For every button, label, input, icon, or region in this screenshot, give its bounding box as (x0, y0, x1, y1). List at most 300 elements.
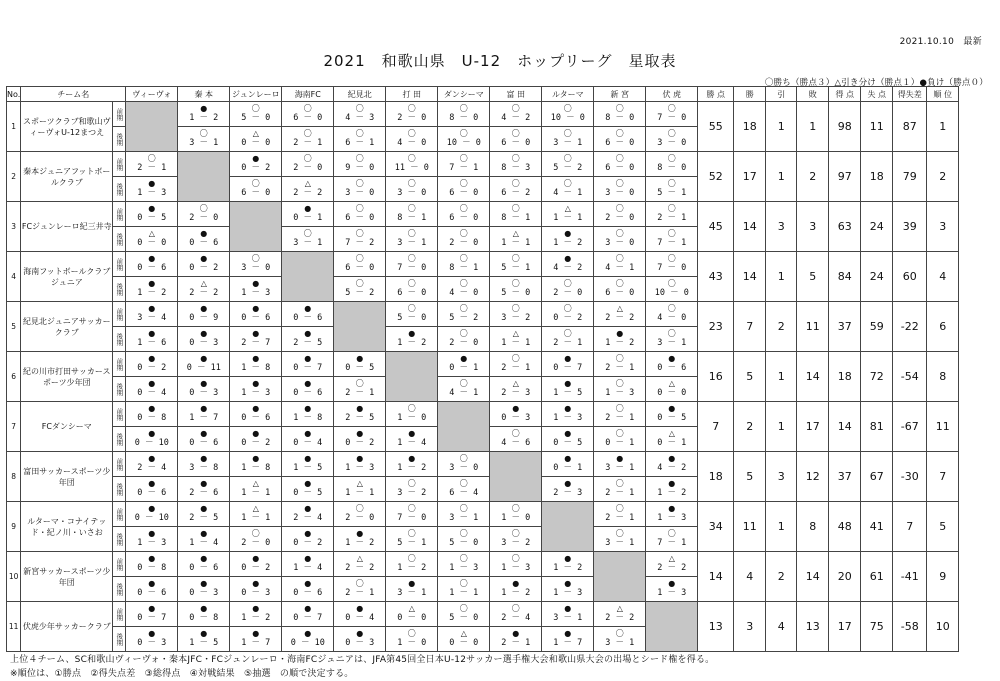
result-score: 1 － 4 (397, 438, 427, 448)
result-symbol: 〇 (355, 154, 364, 163)
result-cell (282, 127, 334, 152)
result-symbol: 〇 (251, 104, 260, 113)
result-cell (334, 102, 386, 127)
half-label-text: 前期 (115, 607, 124, 621)
result-cell (438, 277, 490, 302)
result-cell (334, 277, 386, 302)
team-number: 6 (7, 352, 21, 402)
team-number: 4 (7, 252, 21, 302)
result-symbol: 〇 (615, 104, 624, 113)
result-symbol: ● (200, 329, 208, 338)
result-score: 2 － 5 (189, 513, 219, 523)
team-stat: 39 (893, 202, 927, 252)
team-stat: -58 (893, 602, 927, 652)
team-stat: 48 (829, 502, 861, 552)
result-score: 2 － 1 (293, 138, 323, 148)
result-cell (594, 277, 646, 302)
team-stat: 17 (829, 602, 861, 652)
result-cell (282, 527, 334, 552)
result-symbol: 〇 (563, 304, 572, 313)
result-cell (282, 327, 334, 352)
team-name: ルターマ・コナイテッド・紀ノ川・いさお (21, 502, 113, 552)
team-stat: 10 (927, 602, 959, 652)
half-label (113, 402, 126, 427)
result-symbol: 〇 (407, 154, 416, 163)
result-cell (438, 577, 490, 602)
result-score: 0 － 9 (189, 313, 219, 323)
result-score: 1 － 0 (397, 413, 427, 423)
result-cell (126, 327, 178, 352)
result-cell (178, 227, 230, 252)
result-score: 1 － 3 (137, 188, 167, 198)
team-stat: -41 (893, 552, 927, 602)
result-symbol: 〇 (615, 504, 624, 513)
result-cell (646, 277, 698, 302)
result-symbol: 〇 (355, 229, 364, 238)
result-cell (490, 502, 542, 527)
result-symbol: ● (564, 379, 572, 388)
result-cell (282, 552, 334, 577)
result-score: 0 － 4 (137, 388, 167, 398)
result-symbol: 〇 (459, 304, 468, 313)
result-cell (178, 427, 230, 452)
half-label-text: 後期 (115, 482, 124, 496)
result-cell (178, 377, 230, 402)
result-score: 2 － 2 (345, 563, 375, 573)
result-cell (646, 502, 698, 527)
half-label (113, 152, 126, 177)
result-cell (490, 577, 542, 602)
team-stat: -22 (893, 302, 927, 352)
result-symbol: 〇 (459, 504, 468, 513)
result-symbol: 〇 (407, 554, 416, 563)
team-stat: 11 (797, 302, 829, 352)
team-stat: 12 (797, 452, 829, 502)
result-cell (438, 127, 490, 152)
result-score: 2 － 0 (397, 113, 427, 123)
result-symbol: 〇 (511, 129, 520, 138)
result-score: 1 － 2 (397, 563, 427, 573)
result-cell (646, 252, 698, 277)
result-score: 6 － 0 (605, 163, 635, 173)
result-cell (334, 577, 386, 602)
result-symbol: ● (200, 429, 208, 438)
result-cell (126, 527, 178, 552)
result-score: 0 － 3 (189, 338, 219, 348)
result-score: 1 － 2 (241, 613, 271, 623)
result-cell (438, 377, 490, 402)
team-stat: -30 (893, 452, 927, 502)
header-stat: 敗 (797, 87, 829, 102)
result-score: 5 － 2 (449, 313, 479, 323)
result-score: 1 － 5 (293, 463, 323, 473)
result-score: 2 － 3 (501, 388, 531, 398)
team-stat: 7 (698, 402, 734, 452)
result-cell (178, 102, 230, 127)
result-symbol: ● (252, 329, 260, 338)
result-cell (542, 127, 594, 152)
result-cell (178, 302, 230, 327)
team-number: 1 (7, 102, 21, 152)
result-cell (594, 127, 646, 152)
result-score: 5 － 1 (657, 188, 687, 198)
result-cell (594, 327, 646, 352)
result-cell (646, 577, 698, 602)
result-cell (230, 302, 282, 327)
team-stat: 72 (861, 352, 893, 402)
table-row (7, 452, 959, 477)
result-cell (230, 577, 282, 602)
team-stat: 18 (734, 102, 766, 152)
result-cell (282, 227, 334, 252)
result-symbol: ● (564, 629, 572, 638)
result-symbol: 〇 (355, 379, 364, 388)
result-score: 0 － 6 (241, 313, 271, 323)
result-symbol: ● (356, 429, 364, 438)
result-symbol: 〇 (563, 104, 572, 113)
result-score: 4 － 1 (605, 263, 635, 273)
self-match-cell (282, 252, 334, 302)
result-cell (490, 427, 542, 452)
result-symbol: ● (200, 554, 208, 563)
half-label (113, 277, 126, 302)
result-score: 0 － 11 (186, 363, 221, 373)
result-score: 2 － 0 (553, 288, 583, 298)
result-symbol: 〇 (615, 129, 624, 138)
result-symbol: ● (200, 304, 208, 313)
result-symbol: ● (148, 179, 156, 188)
result-score: 5 － 0 (449, 538, 479, 548)
result-symbol: 〇 (511, 104, 520, 113)
team-stat: 1 (797, 102, 829, 152)
result-cell (542, 627, 594, 652)
team-stat: 1 (766, 102, 797, 152)
result-score: 1 － 2 (189, 113, 219, 123)
result-symbol: 〇 (511, 254, 520, 263)
result-cell (490, 302, 542, 327)
result-cell (178, 202, 230, 227)
result-cell (438, 502, 490, 527)
result-score: 6 － 0 (449, 213, 479, 223)
result-cell (490, 102, 542, 127)
result-score: 0 － 6 (657, 363, 687, 373)
result-cell (438, 327, 490, 352)
result-score: 4 － 6 (501, 438, 531, 448)
result-score: 1 － 3 (137, 538, 167, 548)
result-cell (542, 552, 594, 577)
result-score: 2 － 1 (501, 363, 531, 373)
result-symbol: 〇 (563, 279, 572, 288)
half-label-text: 後期 (115, 632, 124, 646)
half-label-text: 前期 (115, 407, 124, 421)
team-stat: 18 (698, 452, 734, 502)
result-symbol: 〇 (563, 154, 572, 163)
result-symbol: 〇 (355, 579, 364, 588)
result-score: 6 － 0 (293, 113, 323, 123)
result-symbol: ● (564, 354, 572, 363)
result-cell (334, 502, 386, 527)
half-label-text: 前期 (115, 257, 124, 271)
team-stat: 5 (734, 352, 766, 402)
result-score: 3 － 0 (241, 263, 271, 273)
result-cell (490, 627, 542, 652)
result-score: 1 － 5 (189, 638, 219, 648)
result-score: 1 － 2 (501, 588, 531, 598)
result-score: 3 － 1 (605, 638, 635, 648)
result-score: 3 － 1 (293, 238, 323, 248)
result-symbol: 〇 (459, 229, 468, 238)
team-stat: 14 (797, 552, 829, 602)
result-score: 2 － 5 (345, 413, 375, 423)
result-score: 3 － 8 (189, 463, 219, 473)
result-cell (230, 552, 282, 577)
result-symbol: △ (668, 429, 675, 438)
result-score: 0 － 1 (657, 438, 687, 448)
header-opponent: ジュンレーロ (230, 87, 282, 102)
result-cell (334, 202, 386, 227)
result-symbol: ● (200, 379, 208, 388)
result-score: 1 － 7 (241, 638, 271, 648)
result-cell (126, 377, 178, 402)
result-cell (126, 427, 178, 452)
result-cell (646, 227, 698, 252)
result-score: 0 － 3 (501, 413, 531, 423)
result-score: 8 － 0 (605, 113, 635, 123)
result-cell (126, 577, 178, 602)
result-cell (386, 202, 438, 227)
result-score: 8 － 1 (397, 213, 427, 223)
header-opponent: ダンシーマ (438, 87, 490, 102)
result-cell (594, 402, 646, 427)
team-stat: 43 (698, 252, 734, 302)
result-symbol: 〇 (563, 329, 572, 338)
result-symbol: 〇 (459, 104, 468, 113)
result-symbol: ● (304, 404, 312, 413)
result-symbol: ● (304, 379, 312, 388)
result-symbol: ● (668, 504, 676, 513)
result-symbol: ● (252, 304, 260, 313)
result-symbol: △ (408, 604, 415, 613)
half-label-text: 後期 (115, 582, 124, 596)
result-symbol: ● (304, 579, 312, 588)
result-cell (282, 452, 334, 477)
self-match-cell (178, 152, 230, 202)
result-symbol: ● (304, 429, 312, 438)
result-cell (594, 202, 646, 227)
result-cell (230, 327, 282, 352)
half-label (113, 427, 126, 452)
self-match-cell (594, 552, 646, 602)
result-symbol: 〇 (459, 204, 468, 213)
result-cell (490, 277, 542, 302)
result-cell (542, 427, 594, 452)
result-score: 3 － 0 (397, 188, 427, 198)
team-name: 紀の川市打田サッカースポーツ少年団 (21, 352, 113, 402)
team-stat: 17 (797, 402, 829, 452)
result-cell (126, 477, 178, 502)
result-score: 0 － 2 (241, 438, 271, 448)
result-cell (334, 552, 386, 577)
result-cell (594, 252, 646, 277)
result-cell (438, 252, 490, 277)
half-label (113, 477, 126, 502)
team-stat: 14 (734, 202, 766, 252)
team-stat: 1 (766, 352, 797, 402)
result-symbol: 〇 (615, 154, 624, 163)
result-symbol: 〇 (407, 179, 416, 188)
result-symbol: △ (356, 554, 363, 563)
result-cell (594, 602, 646, 627)
result-symbol: ● (148, 629, 156, 638)
result-cell (126, 177, 178, 202)
team-stat: 14 (734, 252, 766, 302)
result-symbol: △ (460, 629, 467, 638)
result-cell (334, 402, 386, 427)
result-score: 6 － 0 (345, 213, 375, 223)
half-label-text: 後期 (115, 132, 124, 146)
team-name: FCジュンレーロ紀三井寺 (21, 202, 113, 252)
result-score: 1 － 0 (397, 638, 427, 648)
result-cell (646, 302, 698, 327)
result-symbol: 〇 (355, 254, 364, 263)
team-stat: 11 (734, 502, 766, 552)
result-symbol: ● (200, 254, 208, 263)
result-score: 3 － 1 (553, 613, 583, 623)
result-symbol: 〇 (511, 429, 520, 438)
self-match-cell (438, 402, 490, 452)
result-symbol: 〇 (251, 529, 260, 538)
result-symbol: 〇 (407, 404, 416, 413)
result-symbol: ● (200, 479, 208, 488)
result-score: 5 － 0 (241, 113, 271, 123)
team-stat: 79 (893, 152, 927, 202)
result-score: 3 － 1 (397, 238, 427, 248)
team-stat: 60 (893, 252, 927, 302)
result-score: 10 － 0 (446, 138, 481, 148)
result-symbol: ● (564, 604, 572, 613)
result-cell (646, 552, 698, 577)
result-score: 8 － 1 (501, 213, 531, 223)
result-symbol: 〇 (615, 629, 624, 638)
result-score: 1 － 3 (605, 388, 635, 398)
team-name: 富田サッカースポーツ少年団 (21, 452, 113, 502)
header-stat: 順 位 (927, 87, 959, 102)
result-score: 3 － 2 (501, 538, 531, 548)
team-stat: 63 (829, 202, 861, 252)
result-score: 0 － 0 (449, 638, 479, 648)
result-symbol: ● (148, 254, 156, 263)
team-stat: 61 (861, 552, 893, 602)
result-symbol: ● (252, 379, 260, 388)
result-cell (230, 102, 282, 127)
result-symbol: ● (148, 204, 156, 213)
result-symbol: △ (252, 504, 259, 513)
result-symbol: 〇 (407, 254, 416, 263)
team-stat: 37 (829, 452, 861, 502)
result-symbol: ● (200, 579, 208, 588)
result-score: 3 － 1 (605, 538, 635, 548)
result-cell (178, 577, 230, 602)
half-label (113, 227, 126, 252)
result-symbol: ● (304, 529, 312, 538)
result-cell (126, 352, 178, 377)
header-stat: 引 (766, 87, 797, 102)
result-score: 2 － 2 (605, 313, 635, 323)
result-cell (126, 202, 178, 227)
result-symbol: ● (356, 629, 364, 638)
team-stat: 5 (797, 252, 829, 302)
result-score: 8 － 0 (449, 113, 479, 123)
result-symbol: ● (200, 604, 208, 613)
result-symbol: ● (148, 404, 156, 413)
self-match-cell (386, 352, 438, 402)
result-legend: 〇勝ち（勝点３）△引き分け（勝点１）●負け（勝点０） (764, 78, 988, 88)
result-symbol: 〇 (667, 154, 676, 163)
result-cell (386, 527, 438, 552)
result-score: 2 － 1 (345, 388, 375, 398)
result-symbol: ● (252, 604, 260, 613)
result-score: 3 － 1 (657, 338, 687, 348)
result-cell (542, 352, 594, 377)
team-stat: 23 (698, 302, 734, 352)
result-cell (334, 352, 386, 377)
result-score: 0 － 2 (293, 538, 323, 548)
team-stat: 52 (698, 152, 734, 202)
result-cell (334, 152, 386, 177)
result-score: 6 － 0 (345, 263, 375, 273)
result-score: 0 － 3 (345, 638, 375, 648)
page-title: 2021 和歌山県 U-12 ホップリーグ 星取表 (323, 52, 677, 70)
result-score: 1 － 3 (657, 513, 687, 523)
result-symbol: 〇 (615, 354, 624, 363)
result-cell (334, 252, 386, 277)
result-cell (126, 452, 178, 477)
result-score: 1 － 3 (241, 288, 271, 298)
header-opponent: ルターマ (542, 87, 594, 102)
result-symbol: 〇 (511, 154, 520, 163)
result-symbol: 〇 (147, 154, 156, 163)
result-symbol: 〇 (459, 379, 468, 388)
result-symbol: △ (252, 129, 259, 138)
result-score: 0 － 7 (293, 613, 323, 623)
result-symbol: △ (200, 279, 207, 288)
team-stat: 67 (861, 452, 893, 502)
result-symbol: ● (304, 479, 312, 488)
result-cell (386, 327, 438, 352)
team-stat: 13 (797, 602, 829, 652)
result-symbol: 〇 (407, 529, 416, 538)
result-symbol: ● (304, 204, 312, 213)
result-cell (646, 402, 698, 427)
result-score: 2 － 0 (449, 338, 479, 348)
result-score: 1 － 3 (449, 563, 479, 573)
result-symbol: △ (512, 329, 519, 338)
team-stat: 5 (734, 452, 766, 502)
result-cell (282, 627, 334, 652)
result-cell (646, 177, 698, 202)
result-cell (490, 352, 542, 377)
result-cell (594, 177, 646, 202)
result-cell (438, 177, 490, 202)
team-number: 9 (7, 502, 21, 552)
half-label-text: 前期 (115, 557, 124, 571)
result-cell (490, 127, 542, 152)
result-score: 9 － 0 (345, 163, 375, 173)
team-stat: 87 (893, 102, 927, 152)
result-score: 7 － 2 (345, 238, 375, 248)
team-stat: 18 (829, 352, 861, 402)
result-symbol: ● (564, 454, 572, 463)
